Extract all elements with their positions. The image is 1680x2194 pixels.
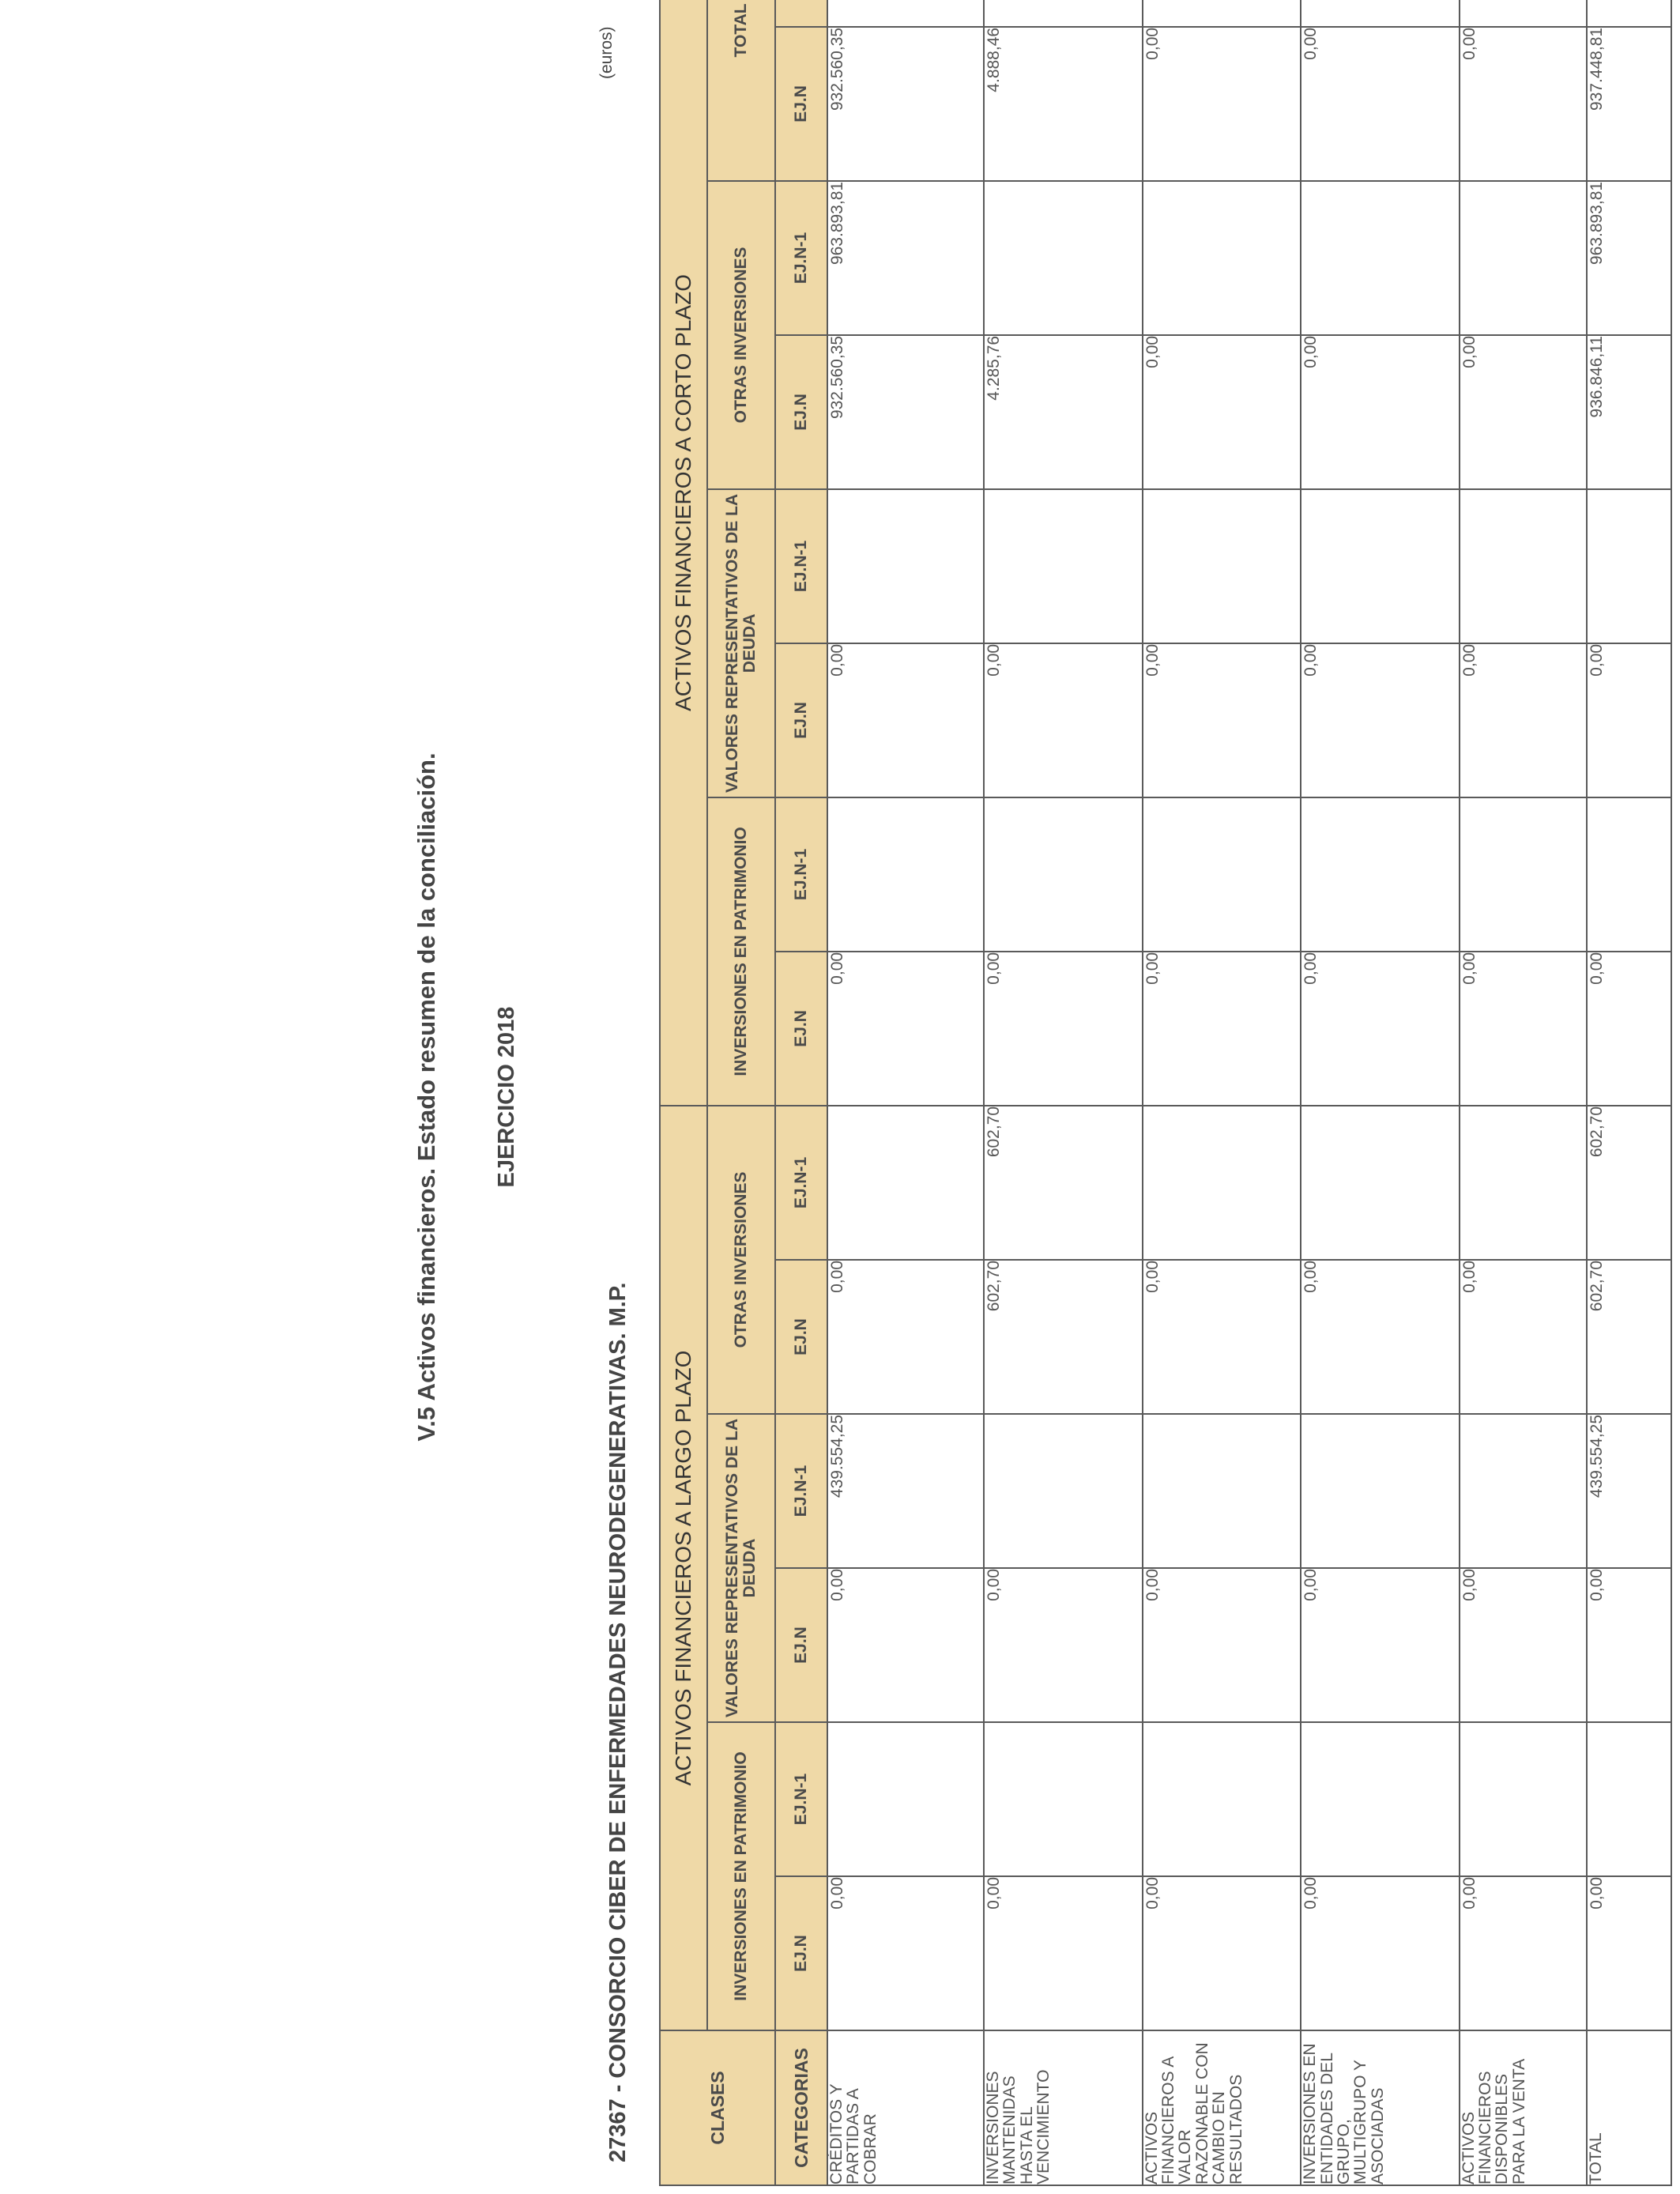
cell-value: 439.554,25	[827, 1414, 984, 1568]
cell-value	[1301, 1106, 1460, 1260]
cell-value	[1143, 1106, 1301, 1260]
cell-value: 0,00	[1143, 1876, 1301, 2030]
cell-value: 0,00	[984, 952, 1143, 1106]
table-row	[1143, 0, 1301, 2185]
cell-value: 0,00	[1143, 1260, 1301, 1414]
header-long-term: ACTIVOS FINANCIEROS A LARGO PLAZO	[660, 1106, 707, 2030]
cell-value	[1301, 181, 1460, 335]
cell-value: 0,00	[1301, 27, 1460, 181]
cell-value: 0,00	[1301, 335, 1460, 489]
cell-value	[827, 0, 984, 27]
cell-value	[1301, 489, 1460, 643]
table-row	[1460, 0, 1588, 2185]
cell-value	[1143, 1414, 1301, 1568]
cell-value: 0,00	[1301, 1260, 1460, 1414]
cell-value: 0,00	[1301, 952, 1460, 1106]
cell-value	[1460, 0, 1588, 27]
cell-value	[1460, 1722, 1588, 1876]
cell-value: 963.893,81	[1587, 181, 1671, 335]
cell-value: 602,70	[984, 1106, 1143, 1260]
cell-value: 0,00	[1143, 1568, 1301, 1722]
cell-value	[1301, 0, 1460, 27]
cell-value	[1587, 1722, 1671, 1876]
cell-value	[1143, 797, 1301, 952]
header-period-n: EJ.N	[775, 335, 827, 489]
row-category: INVERSIONES EN ENTIDADES DEL GRUPO, MULTIGRUPO Y ASOCIADAS	[1301, 2030, 1460, 2185]
header-period-n1: EJ.N-1	[775, 1106, 827, 1260]
header-period-n1: EJ.N-1	[775, 797, 827, 952]
header-long-equity: INVERSIONES EN PATRIMONIO	[707, 1722, 775, 2030]
exercise-year: EJERCICIO 2018	[494, 1006, 519, 1188]
header-period-n1	[775, 0, 827, 27]
cell-value: 0,00	[984, 1876, 1143, 2030]
cell-value	[1587, 489, 1671, 643]
cell-value	[984, 181, 1143, 335]
cell-value: 0,00	[1143, 27, 1301, 181]
cell-value: 937.448,81	[1587, 27, 1671, 181]
header-short-debt: VALORES REPRESENTATIVOS DE LA DEUDA	[707, 489, 775, 797]
table-row	[1301, 0, 1460, 2185]
cell-value: 602,70	[1587, 1106, 1671, 1260]
cell-value	[1460, 1106, 1588, 1260]
cell-value: 602,70	[1587, 1260, 1671, 1414]
header-short-term: ACTIVOS FINANCIEROS A CORTO PLAZO	[660, 0, 707, 1106]
cell-value	[1587, 797, 1671, 952]
cell-value: 0,00	[827, 952, 984, 1106]
cell-value: 932.560,35	[827, 335, 984, 489]
cell-value: 936.846,11	[1587, 335, 1671, 489]
table-row	[984, 0, 1143, 2185]
header-period-n1: EJ.N-1	[775, 181, 827, 335]
row-category: CRÉDITOS Y PARTIDAS A COBRAR	[827, 2030, 984, 2185]
header-period-n1: EJ.N-1	[775, 1414, 827, 1568]
cell-value	[1301, 797, 1460, 952]
cell-value: 0,00	[1143, 643, 1301, 797]
row-category: ACTIVOS FINANCIEROS DISPONIBLES PARA LA VENTA	[1460, 2030, 1588, 2185]
cell-value: 0,00	[1460, 1568, 1588, 1722]
cell-value	[1460, 1414, 1588, 1568]
cell-value: 0,00	[1460, 27, 1588, 181]
cell-value: 0,00	[827, 1568, 984, 1722]
header-period-n: EJ.N	[775, 1260, 827, 1414]
cell-value	[827, 1722, 984, 1876]
cell-value	[984, 489, 1143, 643]
row-category: TOTAL	[1587, 2030, 1671, 2185]
cell-value: 0,00	[1460, 1260, 1588, 1414]
cell-value	[1143, 489, 1301, 643]
cell-value: 0,00	[827, 643, 984, 797]
row-category: ACTIVOS FINANCIEROS A VALOR RAZONABLE CON CAMBIO EN RESULTADOS	[1143, 2030, 1301, 2185]
cell-value: 0,00	[1460, 952, 1588, 1106]
cell-value	[984, 1414, 1143, 1568]
cell-value: 602,70	[984, 1260, 1143, 1414]
cell-value: 0,00	[1460, 1876, 1588, 2030]
cell-value	[827, 489, 984, 643]
cell-value	[827, 1106, 984, 1260]
cell-value: 0,00	[827, 1260, 984, 1414]
units-label: (euros)	[597, 26, 616, 79]
cell-value	[1460, 797, 1588, 952]
cell-value: 439.554,25	[1587, 1414, 1671, 1568]
cell-value	[1301, 1722, 1460, 1876]
cell-value: 0,00	[1301, 643, 1460, 797]
cell-value	[1143, 0, 1301, 27]
cell-value	[1460, 489, 1588, 643]
cell-value: 0,00	[1587, 1568, 1671, 1722]
header-short-other: OTRAS INVERSIONES	[707, 181, 775, 489]
table-row-total	[1587, 0, 1671, 2185]
cell-value: 0,00	[1587, 1876, 1671, 2030]
cell-value: 0,00	[1460, 643, 1588, 797]
row-category: INVERSIONES MANTENIDAS HASTA EL VENCIMIENTO	[984, 2030, 1143, 2185]
cell-value: 0,00	[1143, 952, 1301, 1106]
cell-value: 0,00	[1460, 335, 1588, 489]
cell-value	[827, 797, 984, 952]
cell-value: 0,00	[984, 1568, 1143, 1722]
page-title: V.5 Activos financieros. Estado resumen de la conciliación.	[412, 752, 440, 1442]
header-period-n: EJ.N	[775, 643, 827, 797]
cell-value: 4.285,76	[984, 335, 1143, 489]
cell-value: 0,00	[1587, 952, 1671, 1106]
cell-value	[984, 797, 1143, 952]
header-short-equity: INVERSIONES EN PATRIMONIO	[707, 797, 775, 1106]
header-categorias: CATEGORIAS	[775, 2030, 827, 2185]
cell-value: 0,00	[1301, 1568, 1460, 1722]
header-period-n1: EJ.N-1	[775, 1722, 827, 1876]
organization-name: 27367 - CONSORCIO CIBER DE ENFERMEDADES NEURODEGENERATIVAS. M.P.	[605, 1282, 631, 2162]
cell-value	[1301, 1414, 1460, 1568]
header-long-debt: VALORES REPRESENTATIVOS DE LA DEUDA	[707, 1414, 775, 1722]
header-period-n: EJ.N	[775, 1876, 827, 2030]
header-period-n: EJ.N	[775, 952, 827, 1106]
financial-assets-table	[659, 0, 1672, 2186]
header-period-n1: EJ.N-1	[775, 489, 827, 643]
header-period-n: EJ.N	[775, 1568, 827, 1722]
table-row	[827, 0, 984, 2185]
cell-value: 0,00	[1143, 335, 1301, 489]
cell-value	[1143, 1722, 1301, 1876]
cell-value: 4.888,46	[984, 27, 1143, 181]
cell-value	[984, 0, 1143, 27]
header-clases: CLASES	[660, 2030, 775, 2185]
cell-value: 0,00	[827, 1876, 984, 2030]
cell-value: 932.560,35	[827, 27, 984, 181]
cell-value: 963.893,81	[827, 181, 984, 335]
cell-value: 0,00	[1587, 643, 1671, 797]
cell-value	[1460, 181, 1588, 335]
header-long-other: OTRAS INVERSIONES	[707, 1106, 775, 1414]
cell-value	[1143, 181, 1301, 335]
header-total: TOTAL	[707, 0, 775, 181]
header-period-n: EJ.N	[775, 27, 827, 181]
cell-value	[984, 1722, 1143, 1876]
cell-value	[1587, 0, 1671, 27]
cell-value: 0,00	[984, 643, 1143, 797]
cell-value: 0,00	[1301, 1876, 1460, 2030]
